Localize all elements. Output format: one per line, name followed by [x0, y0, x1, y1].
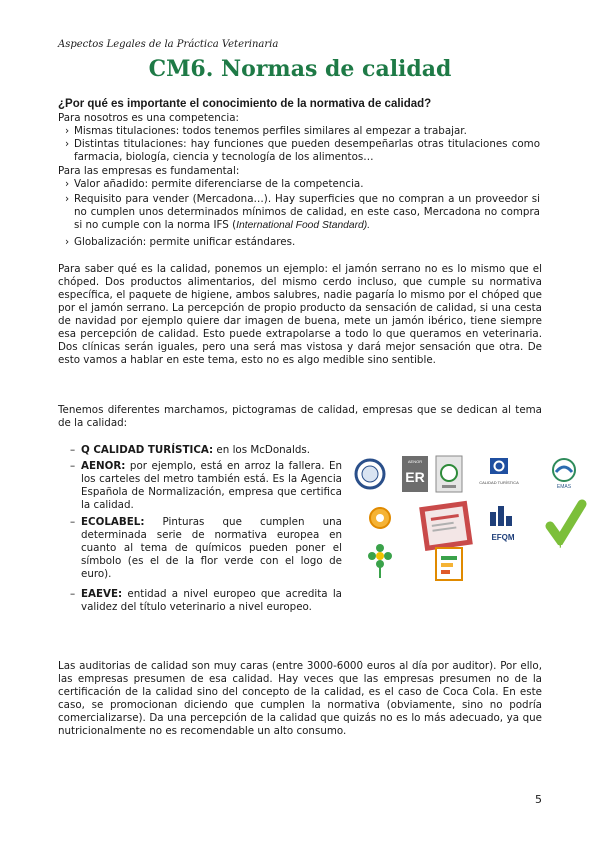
energy-label-icon	[436, 548, 462, 580]
q-calidad-turistica-logo	[479, 458, 519, 485]
dash-item-q-calidad: – Q CALIDAD TURÍSTICA: en los McDonalds.	[70, 444, 311, 456]
quality-logos-collage	[350, 446, 590, 594]
svg-text:CALIDAD TURÍSTICA: CALIDAD TURÍSTICA	[479, 480, 519, 485]
company-bullet-3: › Globalización: permite unificar estándares.	[65, 236, 540, 249]
aenor-er-logo	[402, 456, 428, 492]
dash-item-ecolabel: – ECOLABEL: Pinturas que cumplen una determinada serie de normativa europea en cuanto al tema de químicos pueden poner el símbolo (es el de la flor verde con el logo de euro).	[70, 516, 342, 580]
company-bullet-2: › Requisito para vender (Mercadona…). Hay superficies que no compran a un proveedor si no cumplen unos determinados mínimos de calidad, en este caso, Mercadona no compra si no cumple con la norma IFS (International Food Standard).	[65, 193, 540, 232]
emas-logo	[553, 459, 575, 490]
certificate-icon	[419, 501, 473, 551]
svg-text:EMAS: EMAS	[556, 484, 572, 490]
svg-text:AENOR: AENOR	[407, 459, 423, 464]
svg-text:BRC: BRC	[555, 545, 571, 552]
dash-item-aenor: – AENOR: por ejemplo, está en arroz la fallera. En los carteles del metro también está. Es la Agencia Española de Normalización, empresa que certifica la calidad.	[70, 460, 342, 511]
ecolabel-flower-icon	[368, 544, 392, 578]
competence-intro: Para nosotros es una competencia:	[58, 112, 240, 124]
dash-item-eaeve: – EAEVE: entidad a nivel europeo que acredita la validez del título veterinario a nivel europeo.	[70, 588, 342, 613]
company-bullet-1: › Valor añadido: permite diferenciarse de la competencia.	[65, 178, 540, 191]
paragraph-auditorias: Las auditorias de calidad son muy caras (entre 3000-6000 euros al día por auditor). Por ello, las empresas presumen de esa calidad. Hay veces que las empresas presumen no de la certificación de la calidad sino del concepto de la calidad, es el caso de Coca Cola. En este caso, se promocionan diciendo que cumplen la normativa (obviamente, sino no podría comercializarse). Da una percepción de la calidad que quizás no es lo más adecuado, ya que nutricionalmente no es recomendable un alto consumo.	[58, 660, 542, 737]
iso-seal-icon	[356, 460, 384, 488]
quality-seal-icon	[370, 508, 390, 528]
brc-logo	[550, 504, 582, 552]
efqm-logo	[490, 506, 515, 542]
aenor-ga-logo	[436, 456, 462, 492]
svg-text:EFQM: EFQM	[491, 533, 515, 542]
page-title: CM6. Normas de calidad	[148, 56, 452, 82]
svg-text:ER: ER	[405, 469, 425, 485]
section-question: ¿Por qué es importante el conocimiento de la normativa de calidad?	[58, 98, 432, 110]
companies-intro: Para las empresas es fundamental:	[58, 165, 240, 177]
competence-bullet-1: › Mismas titulaciones: todos tenemos perfiles similares al empezar a trabajar.	[65, 125, 540, 138]
running-header: Aspectos Legales de la Práctica Veterinaria	[58, 39, 279, 50]
page-number: 5	[535, 793, 542, 806]
paragraph-quality-example: Para saber qué es la calidad, ponemos un ejemplo: el jamón serrano no es lo mismo que el chóped. Dos productos alimentarios, del mismo cerdo incluso, que cumple su normativa específica, el paquete de higiene, ambos salubres, nadie pagaría lo mismo por el chóped que por el jamón serrano. La percepción de propio producto da sensación de calidad, si una cesta de navidad por ejemplo quiere dar imagen de buena, mete un jamón ibérico, tiene siempre esa percepción de calidad. Esto puede extrapolarse a todo lo que queramos en veterinaria. Dos clínicas serán iguales, pero una será mas vistosa y dará mejor sensación que otra. De esto vamos a hablar en este tema, esto no es algo medible sino sentible.	[58, 263, 542, 366]
paragraph-marchamos: Tenemos diferentes marchamos, pictogramas de calidad, empresas que se dedican al tema de la calidad:	[58, 404, 542, 429]
competence-bullet-2: › Distintas titulaciones: hay funciones que pueden desempeñarlas otras titulaciones como farmacia, biología, ciencia y tecnología de los alimentos…	[65, 138, 540, 164]
